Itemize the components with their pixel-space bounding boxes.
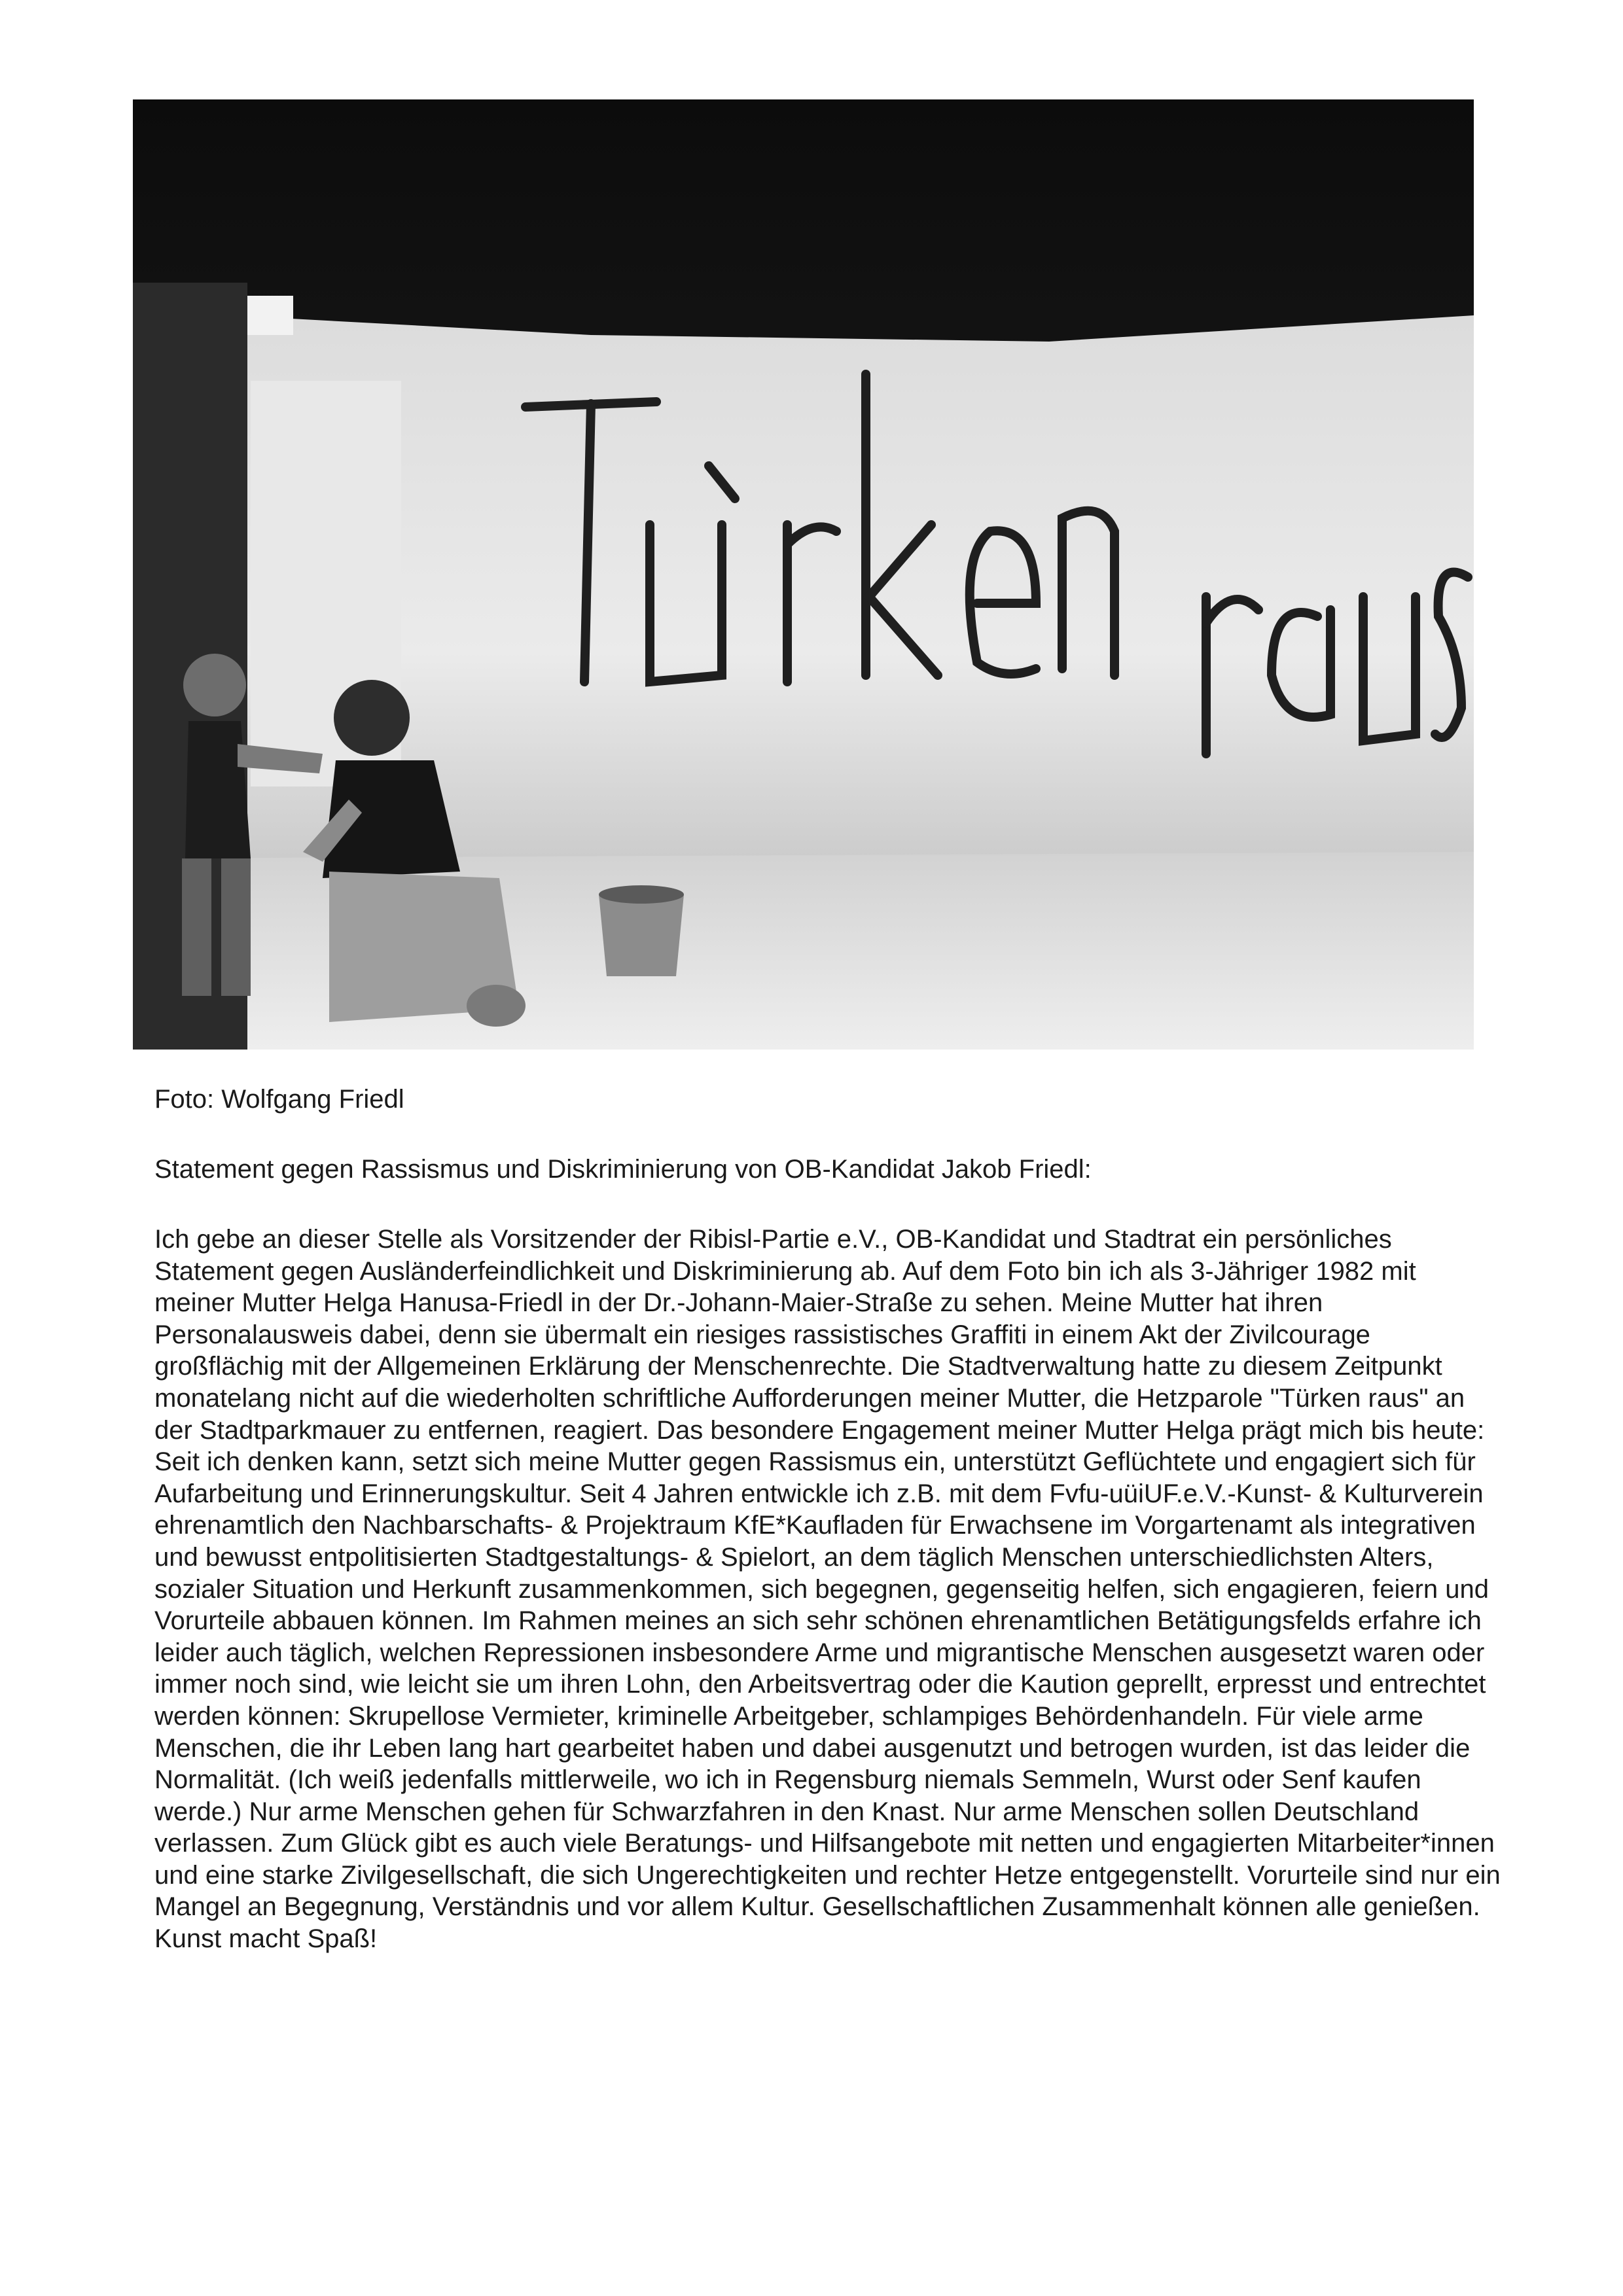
bucket <box>599 885 684 976</box>
photo-caption: Foto: Wolfgang Friedl <box>154 1085 404 1114</box>
photo-illustration <box>133 99 1474 1050</box>
statement-heading: Statement gegen Rassismus und Diskriminierung von OB-Kandidat Jakob Friedl: <box>154 1155 1092 1184</box>
statement-body: Ich gebe an dieser Stelle als Vorsitzender der Ribisl-Partie e.V., OB-Kandidat und Stadtrat ein persönliches Statement gegen Ausländerfeindlichkeit und Diskriminierung ab. Auf dem Foto bin ich als 3-Jähriger 1982 mit meiner Mutter Helga Hanusa-Friedl in der Dr.-Johann-Maier-Straße zu sehen. Meine Mutter hat ihren Personalausweis dabei, denn sie übermalt ein riesiges rassistisches Graffiti in einem Akt der Zivilcourage großflächig mit der Allgemeinen Erklärung der Menschenrechte. Die Stadtverwaltung hatte zu diesem Zeitpunkt monatelang nicht auf die wiederholten schriftliche Aufforderungen meiner Mutter, die Hetzparole "Türken raus" an der Stadtparkmauer zu entfernen, reagiert. Das besondere Engagement meiner Mutter Helga prägt mich bis heute: Seit ich denken kann, setzt sich meine Mutter gegen Rassismus ein, unterstützt Geflüchtete und engagiert sich für Aufarbeitung und Erinnerungskultur. Seit 4 Jahren entwickle ich z.B. mit dem Fvfu-uüiUF.e.V.-Kunst- & Kulturverein ehrenamtlich den Nachbarschafts- & Projektraum KfE*Kaufladen für Erwachsene im Vorgartenamt als integrativen und bewusst entpolitisierten Stadtgestaltungs- & Spielort, an dem täglich Menschen unterschiedlichsten Alters, sozialer Situation und Herkunft zusammenkommen, sich begegnen, gegenseitig helfen, sich engagieren, feiern und Vorurteile abbauen können. Im Rahmen meines an sich sehr schönen ehrenamtlichen Betätigungsfelds erfahre ich leider auch täglich, welchen Repressionen insbesondere Arme und migrantische Menschen ausgesetzt waren oder immer noch sind, wie leicht sie um ihren Lohn, den Arbeitsvertrag oder die Kaution geprellt, erpresst und entrechtet werden können: Skrupellose Vermieter, kriminelle Arbeitgeber, schlampiges Behördenhandeln. Für viele arme Menschen, die ihr Leben lang hart gearbeitet haben und dabei ausgenutzt und betrogen wurden, ist das leider die Normalität. (Ich weiß jedenfalls mittlerweile, wo ich in Regensburg niemals Semmeln, Wurst oder Senf kaufen werde.) Nur arme Menschen gehen für Schwarzfahren in den Knast. Nur arme Menschen sollen Deutschland verlassen. Zum Glück gibt es auch viele Beratungs- und Hilfsangebote mit netten und engagierten Mitarbeiter*innen und eine starke Zivilgesellschaft, die sich Ungerechtigkeiten und rechter Hetze entgegenstellt. Vorurteile sind nur ein Mangel an Begegnung, Verständnis und vor allem Kultur. Gesellschaftlichen Zusammenhalt können alle genießen. Kunst macht Spaß! <box>154 1225 1501 1954</box>
black-white-photo <box>133 99 1474 1050</box>
